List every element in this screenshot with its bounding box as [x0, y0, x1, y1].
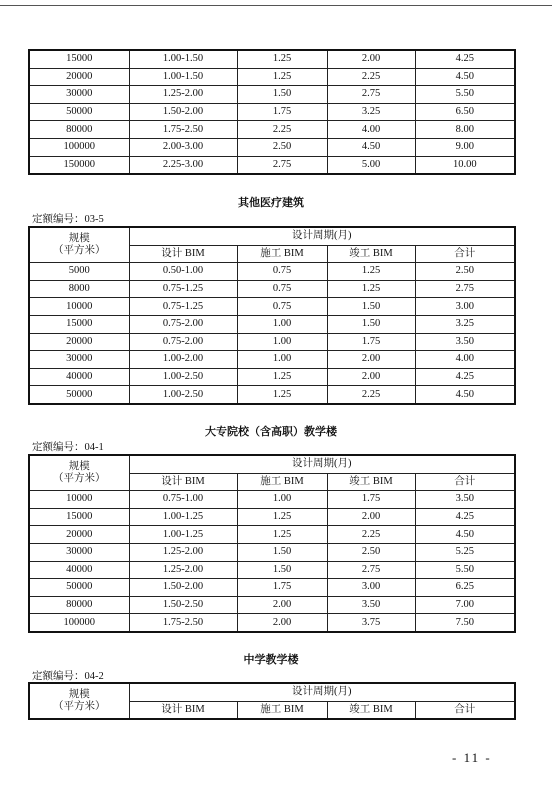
table-row	[29, 121, 515, 139]
table-row	[29, 596, 515, 614]
cell-total: 6.50	[415, 103, 515, 121]
cell-design-bim: 1.50-2.50	[129, 596, 237, 614]
cell-scale: 50000	[29, 103, 129, 121]
cell-design-bim: 1.00-1.25	[129, 526, 237, 544]
cell-total: 8.00	[415, 121, 515, 139]
cell-completion-bim: 2.75	[327, 561, 415, 579]
cell-completion-bim: 4.50	[327, 138, 415, 156]
cell-scale: 20000	[29, 333, 129, 351]
cell-scale: 10000	[29, 491, 129, 509]
period-header: 设计周期(月)	[129, 683, 515, 701]
quota-code-04-2: 定额编号：04-2	[32, 671, 104, 682]
cell-construction-bim: 1.00	[237, 351, 327, 369]
cell-design-bim: 0.75-1.25	[129, 280, 237, 298]
col-design-bim: 设计 BIM	[129, 473, 237, 491]
cell-scale: 30000	[29, 351, 129, 369]
cell-design-bim: 0.75-2.00	[129, 315, 237, 333]
table-row	[29, 526, 515, 544]
cell-construction-bim: 1.00	[237, 333, 327, 351]
cell-scale: 15000	[29, 508, 129, 526]
cell-design-bim: 1.25-2.00	[129, 543, 237, 561]
table-row	[29, 50, 515, 68]
section-title-middle-school: 中学教学楼	[243, 653, 299, 666]
cell-scale: 15000	[29, 50, 129, 68]
cell-construction-bim: 1.00	[237, 491, 327, 509]
table-row	[29, 68, 515, 86]
cell-completion-bim: 2.25	[327, 386, 415, 404]
table-row	[29, 298, 515, 316]
col-design-bim: 设计 BIM	[129, 701, 237, 719]
cell-construction-bim: 1.00	[237, 315, 327, 333]
table-row	[29, 508, 515, 526]
cell-scale: 50000	[29, 386, 129, 404]
cell-construction-bim: 1.75	[237, 579, 327, 597]
cell-construction-bim: 1.50	[237, 86, 327, 104]
table-row	[29, 543, 515, 561]
table-row	[29, 351, 515, 369]
section-title-other-medical: 其他医疗建筑	[238, 196, 304, 209]
table-row	[29, 263, 515, 281]
cell-total: 3.50	[415, 333, 515, 351]
cell-design-bim: 1.25-2.00	[129, 561, 237, 579]
quota-table-04-1	[28, 454, 516, 633]
cell-total: 5.50	[415, 561, 515, 579]
scale-label: 规模	[68, 461, 90, 473]
unit-label: （平方米）	[53, 473, 106, 485]
cell-construction-bim: 1.25	[237, 508, 327, 526]
unit-label: （平方米）	[53, 245, 106, 257]
col-construction-bim: 施工 BIM	[237, 245, 327, 263]
cell-design-bim: 1.75-2.50	[129, 121, 237, 139]
cell-total: 4.50	[415, 386, 515, 404]
cell-design-bim: 1.50-2.00	[129, 579, 237, 597]
cell-scale: 80000	[29, 596, 129, 614]
cell-design-bim: 1.00-2.50	[129, 368, 237, 386]
quota-table-continued	[28, 49, 516, 175]
table-row	[29, 315, 515, 333]
page-number: - 11 -	[452, 750, 492, 765]
cell-scale: 40000	[29, 368, 129, 386]
cell-construction-bim: 2.00	[237, 596, 327, 614]
cell-completion-bim: 1.25	[327, 280, 415, 298]
cell-construction-bim: 2.50	[237, 138, 327, 156]
cell-completion-bim: 1.50	[327, 298, 415, 316]
cell-total: 4.25	[415, 368, 515, 386]
col-completion-bim: 竣工 BIM	[327, 701, 415, 719]
cell-scale: 100000	[29, 138, 129, 156]
cell-completion-bim: 2.75	[327, 86, 415, 104]
cell-completion-bim: 2.00	[327, 351, 415, 369]
cell-design-bim: 1.25-2.00	[129, 86, 237, 104]
table-header-row	[29, 683, 515, 701]
quota-code-03-5: 定额编号：03-5	[32, 214, 104, 225]
cell-design-bim: 1.00-1.25	[129, 508, 237, 526]
cell-total: 4.25	[415, 508, 515, 526]
table-row	[29, 561, 515, 579]
col-total: 合计	[415, 473, 515, 491]
cell-construction-bim: 1.75	[237, 103, 327, 121]
scale-label: 规模	[68, 233, 90, 245]
cell-scale: 40000	[29, 561, 129, 579]
table-row	[29, 280, 515, 298]
cell-scale: 50000	[29, 579, 129, 597]
cell-scale: 80000	[29, 121, 129, 139]
cell-scale: 5000	[29, 263, 129, 281]
scale-header	[29, 455, 129, 491]
cell-total: 10.00	[415, 156, 515, 174]
cell-total: 6.25	[415, 579, 515, 597]
cell-total: 2.75	[415, 280, 515, 298]
col-completion-bim: 竣工 BIM	[327, 245, 415, 263]
cell-design-bim: 1.50-2.00	[129, 103, 237, 121]
table-row	[29, 86, 515, 104]
cell-completion-bim: 3.25	[327, 103, 415, 121]
cell-total: 4.50	[415, 68, 515, 86]
cell-completion-bim: 1.25	[327, 263, 415, 281]
period-header: 设计周期(月)	[129, 227, 515, 245]
cell-scale: 30000	[29, 86, 129, 104]
cell-completion-bim: 3.00	[327, 579, 415, 597]
scale-header	[29, 227, 129, 263]
cell-scale: 30000	[29, 543, 129, 561]
cell-scale: 10000	[29, 298, 129, 316]
cell-design-bim: 1.00-2.00	[129, 351, 237, 369]
quota-table-03-5	[28, 226, 516, 405]
table-body	[29, 491, 515, 632]
cell-scale: 100000	[29, 614, 129, 632]
cell-design-bim: 1.00-1.50	[129, 68, 237, 86]
cell-design-bim: 0.75-1.00	[129, 491, 237, 509]
table-body	[29, 263, 515, 404]
cell-completion-bim: 4.00	[327, 121, 415, 139]
period-header: 设计周期(月)	[129, 455, 515, 473]
cell-scale: 15000	[29, 315, 129, 333]
cell-construction-bim: 0.75	[237, 298, 327, 316]
cell-completion-bim: 3.75	[327, 614, 415, 632]
cell-design-bim: 1.00-1.50	[129, 50, 237, 68]
cell-construction-bim: 1.25	[237, 526, 327, 544]
cell-construction-bim: 0.75	[237, 263, 327, 281]
section-title-college-teaching: 大专院校（含高职）教学楼	[205, 425, 337, 438]
quota-code-04-1: 定额编号：04-1	[32, 442, 104, 453]
table-row	[29, 386, 515, 404]
cell-design-bim: 0.75-1.25	[129, 298, 237, 316]
cell-total: 4.50	[415, 526, 515, 544]
col-total: 合计	[415, 701, 515, 719]
cell-scale: 20000	[29, 526, 129, 544]
cell-completion-bim: 2.25	[327, 68, 415, 86]
table-row	[29, 491, 515, 509]
cell-scale: 150000	[29, 156, 129, 174]
cell-total: 7.50	[415, 614, 515, 632]
cell-total: 5.50	[415, 86, 515, 104]
page-top-border	[0, 5, 552, 6]
cell-construction-bim: 2.00	[237, 614, 327, 632]
cell-design-bim: 1.75-2.50	[129, 614, 237, 632]
table-body	[29, 50, 515, 174]
table-row	[29, 103, 515, 121]
col-total: 合计	[415, 245, 515, 263]
cell-design-bim: 2.25-3.00	[129, 156, 237, 174]
table-row	[29, 138, 515, 156]
col-completion-bim: 竣工 BIM	[327, 473, 415, 491]
cell-total: 7.00	[415, 596, 515, 614]
col-construction-bim: 施工 BIM	[237, 473, 327, 491]
cell-completion-bim: 3.50	[327, 596, 415, 614]
cell-completion-bim: 1.75	[327, 491, 415, 509]
scale-label: 规模	[68, 689, 90, 701]
cell-design-bim: 0.50-1.00	[129, 263, 237, 281]
table-row	[29, 614, 515, 632]
cell-completion-bim: 2.50	[327, 543, 415, 561]
cell-scale: 8000	[29, 280, 129, 298]
table-row	[29, 368, 515, 386]
col-construction-bim: 施工 BIM	[237, 701, 327, 719]
cell-completion-bim: 2.00	[327, 368, 415, 386]
cell-construction-bim: 0.75	[237, 280, 327, 298]
cell-construction-bim: 1.25	[237, 50, 327, 68]
cell-total: 4.25	[415, 50, 515, 68]
unit-label: （平方米）	[53, 701, 106, 713]
cell-total: 5.25	[415, 543, 515, 561]
table-header-row	[29, 227, 515, 245]
table-row	[29, 579, 515, 597]
cell-total: 9.00	[415, 138, 515, 156]
table-header-row	[29, 455, 515, 473]
cell-completion-bim: 2.00	[327, 508, 415, 526]
cell-total: 3.25	[415, 315, 515, 333]
cell-completion-bim: 2.25	[327, 526, 415, 544]
cell-design-bim: 1.00-2.50	[129, 386, 237, 404]
cell-design-bim: 2.00-3.00	[129, 138, 237, 156]
cell-construction-bim: 1.50	[237, 561, 327, 579]
cell-construction-bim: 1.25	[237, 68, 327, 86]
col-design-bim: 设计 BIM	[129, 245, 237, 263]
table-row	[29, 333, 515, 351]
cell-construction-bim: 2.25	[237, 121, 327, 139]
cell-total: 2.50	[415, 263, 515, 281]
table-row	[29, 156, 515, 174]
cell-total: 4.00	[415, 351, 515, 369]
cell-completion-bim: 5.00	[327, 156, 415, 174]
cell-construction-bim: 1.50	[237, 543, 327, 561]
cell-completion-bim: 2.00	[327, 50, 415, 68]
cell-completion-bim: 1.75	[327, 333, 415, 351]
cell-design-bim: 0.75-2.00	[129, 333, 237, 351]
cell-construction-bim: 2.75	[237, 156, 327, 174]
scale-header	[29, 683, 129, 719]
quota-table-04-2	[28, 682, 516, 720]
cell-total: 3.50	[415, 491, 515, 509]
cell-completion-bim: 1.50	[327, 315, 415, 333]
cell-construction-bim: 1.25	[237, 386, 327, 404]
cell-construction-bim: 1.25	[237, 368, 327, 386]
cell-total: 3.00	[415, 298, 515, 316]
cell-scale: 20000	[29, 68, 129, 86]
